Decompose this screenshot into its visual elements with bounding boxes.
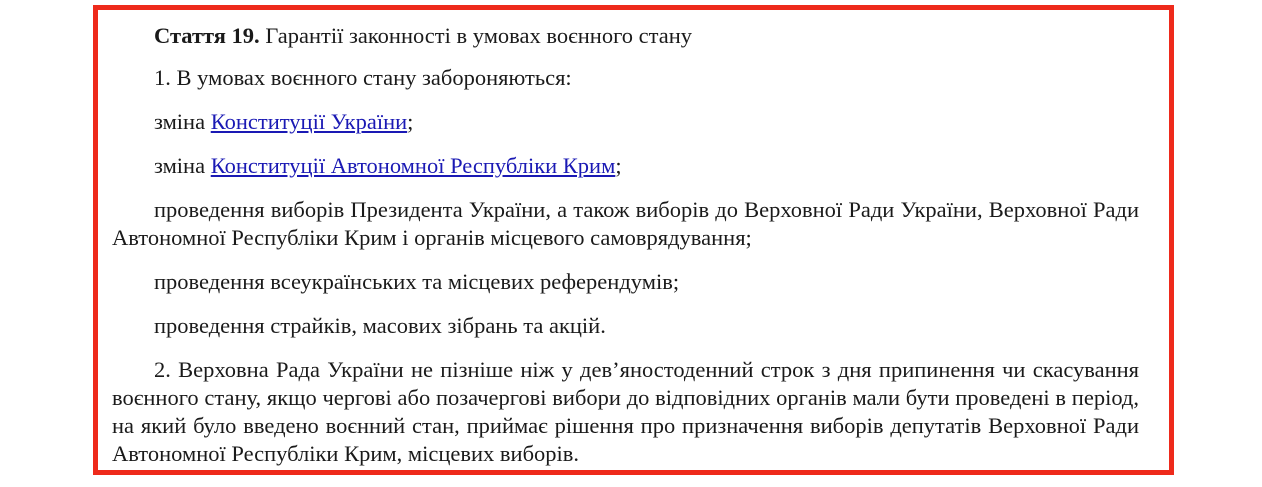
crimea-constitution-link[interactable]: Конституції Автономної Республіки Крим bbox=[210, 153, 616, 178]
article-title: Гарантії законності в умовах воєнного стану bbox=[265, 23, 692, 48]
article-heading bbox=[112, 22, 1139, 50]
prohibition-item-constitution bbox=[112, 108, 1139, 136]
constitution-of-ukraine-link[interactable]: Конституції України bbox=[210, 109, 408, 134]
paragraph-1-intro: 1. В умовах воєнного стану забороняються: bbox=[154, 65, 572, 90]
prohibition-item-referendums: проведення всеукраїнських та місцевих референдумів; bbox=[154, 269, 680, 294]
item-suffix: ; bbox=[407, 109, 414, 134]
item-prefix: зміна bbox=[154, 109, 211, 134]
prohibition-item-crimea-constitution bbox=[112, 152, 1139, 180]
article-number: Стаття 19. bbox=[154, 23, 260, 48]
article-content bbox=[112, 22, 1139, 484]
prohibition-item-strikes: проведення страйків, масових зібрань та акцій. bbox=[154, 313, 606, 338]
item-suffix: ; bbox=[615, 153, 622, 178]
prohibition-item-elections: проведення виборів Президента України, а також виборів до Верховної Ради України, Верховної Ради Автономної Республіки Крим і органів місцевого самоврядування; bbox=[112, 197, 1139, 250]
highlight-frame bbox=[93, 5, 1174, 475]
paragraph-2: 2. Верховна Рада України не пізніше ніж у дев’яностоденний строк з дня припинення чи скасування воєнного стану, якщо чергові або позачергові вибори до відповідних органів мали бути проведені в період, на який було введено воєнний стан, приймає рішення про призначення виборів депутатів Верховної Ради Автономної Республіки Крим, місцевих виборів. bbox=[112, 357, 1139, 466]
item-prefix: зміна bbox=[154, 153, 211, 178]
